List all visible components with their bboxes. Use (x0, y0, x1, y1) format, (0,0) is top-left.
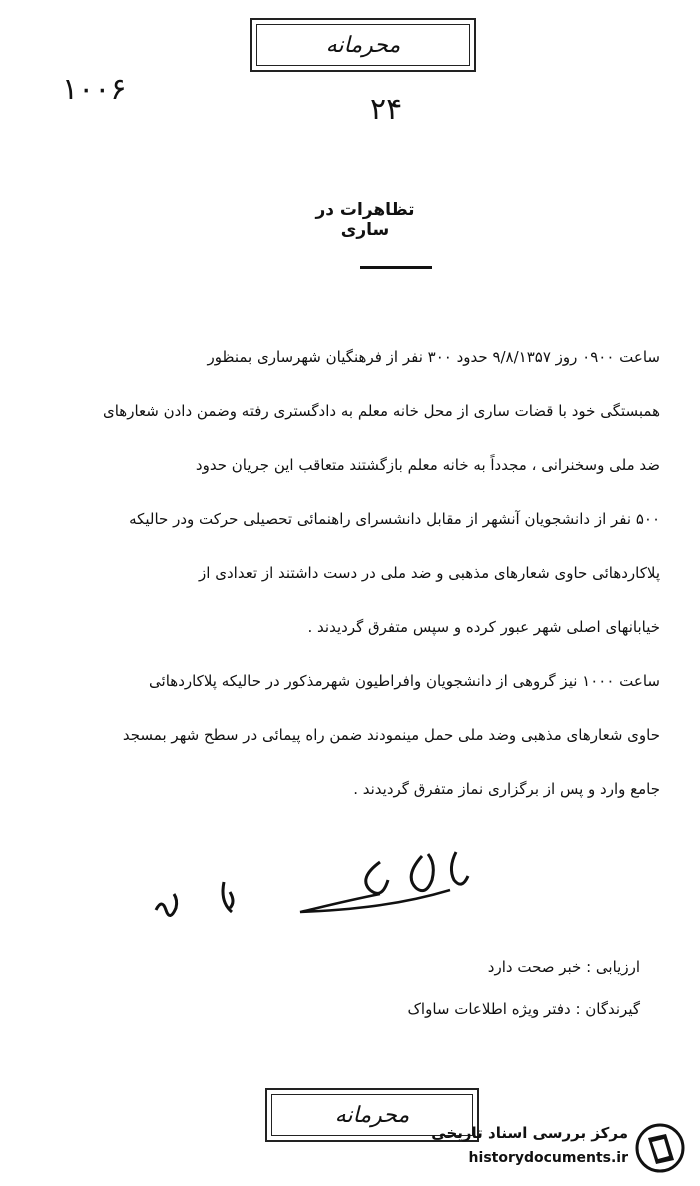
body-line: خیابانهای اصلی شهر عبور کرده و سپس متفرق گردیدند . (307, 618, 660, 636)
stamp-top-text: محرمانه (325, 32, 401, 58)
body-line: ساعت ۱۰۰۰ نیز گروهی از دانشجویان وافراطیون شهرمذکور در حالیکه پلاکاردهائی (149, 672, 660, 690)
body-line: حاوی شعارهای مذهبی وضد ملی حمل مینمودند ضمن راه پیمائی در سطح شهر بمسجد (122, 726, 660, 744)
document-title: تظاهرات در ساری (315, 200, 415, 240)
body-line: ۵۰۰ نفر از دانشجویان آنشهر از مقابل دانشسرای راهنمائی تحصیلی حرکت ودر حالیکه (129, 510, 660, 528)
watermark-org-name: مرکز بررسی اسناد تاریخی (431, 1124, 628, 1142)
stamp-bottom-text: محرمانه (334, 1102, 410, 1128)
evaluation-note: ارزیابی : خبر صحت دارد (487, 958, 640, 976)
body-line: پلاکاردهائی حاوی شعارهای مذهبی و ضد ملی در دست داشتند از تعدادی از (199, 564, 660, 582)
body-line: جامع وارد و پس از برگزاری نماز متفرق گردیدند . (353, 780, 660, 798)
page-number: ۲۴ (370, 92, 403, 127)
title-underline (360, 266, 432, 269)
archive-logo-icon (634, 1122, 686, 1174)
body-line: ساعت ۰۹۰۰ روز ۹/۸/۱۳۵۷ حدود ۳۰۰ نفر از فرهنگیان شهرساری بمنظور (207, 348, 660, 366)
report-body (40, 330, 660, 816)
archive-watermark (414, 1118, 690, 1178)
body-line: ضد ملی وسخنرانی ، مجدداً به خانه معلم بازگشتند متعاقب این جریان حدود (195, 456, 660, 474)
watermark-url: historydocuments.ir (468, 1150, 628, 1166)
classification-stamp-top (250, 18, 476, 72)
recipients-note: گیرندگان : دفتر ویژه اطلاعات ساواک (407, 1000, 640, 1018)
document-number: ۱۰۰۶ (62, 72, 127, 107)
body-line: همبستگی خود با قضات ساری از محل خانه معلم به دادگستری رفته وضمن دادن شعارهای (102, 402, 660, 420)
handwritten-signature (150, 850, 480, 950)
